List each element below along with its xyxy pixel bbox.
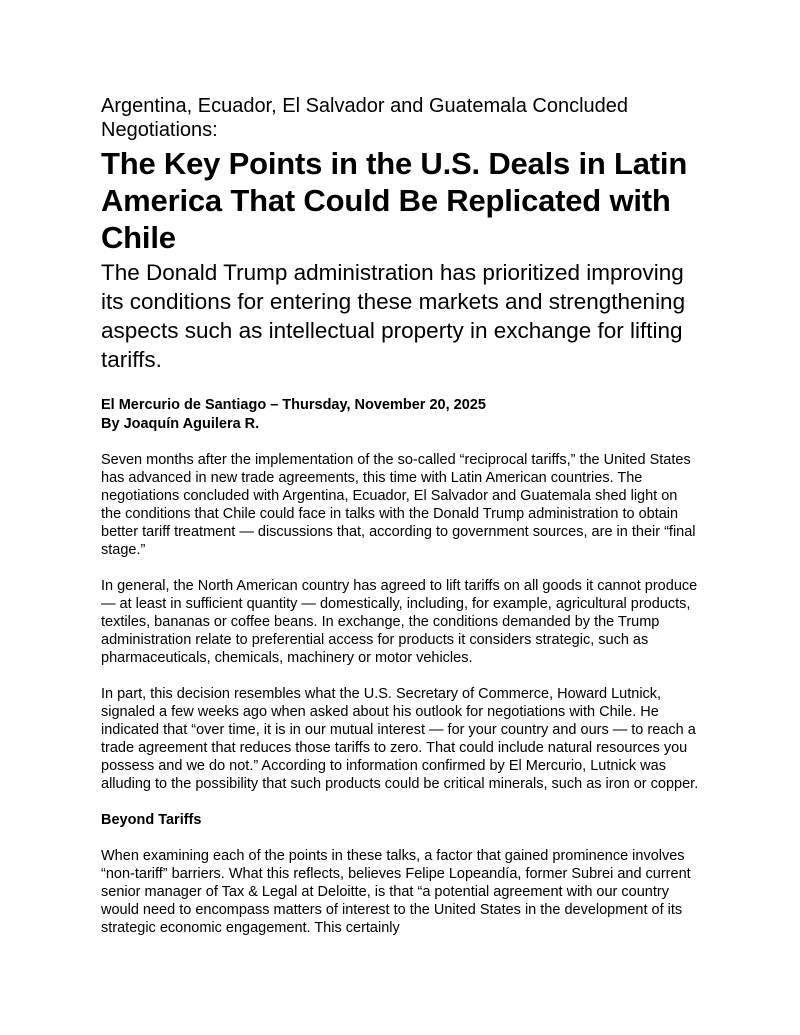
paragraph: When examining each of the points in these talks, a factor that gained prominence involves “non-tariff” barriers. What this reflects, believes Felipe Lopeandía, former Subrei and current senior manager of Tax & Legal at Deloitte, is that “a potential agreement with our country would need to encompass matters of interest to the United States in the development of its strategic economic engagement. This certainly [101,848,691,936]
kicker: Argentina, Ecuador, El Salvador and Guatemala Concluded Negotiations: [101,95,629,141]
author-line: By Joaquín Aguilera R. [101,415,260,432]
section-heading: Beyond Tariffs [101,812,202,828]
headline: The Key Points in the U.S. Deals in Latin America That Could Be Replicated with Chile [101,146,688,255]
article-body [101,451,701,937]
subheadline: The Donald Trump administration has prioritized improving its conditions for entering these markets and strengthening aspects such as intellectual property in exchange for lifting tariffs. [101,260,686,372]
document-page [101,94,701,937]
byline [101,396,701,433]
source-line: El Mercurio de Santiago – Thursday, November 20, 2025 [101,397,486,413]
paragraph: Seven months after the implementation of the so-called “reciprocal tariffs,” the United States has advanced in new trade agreements, this time with Latin American countries. The negotiations concluded with Argentina, Ecuador, El Salvador and Guatemala shed light on the conditions that Chile could face in talks with the Donald Trump administration to obtain better tariff treatment — discussions that, according to government sources, are in their “final stage.” [101,452,696,558]
paragraph: In general, the North American country has agreed to lift tariffs on all goods it cannot produce — at least in sufficient quantity — domestically, including, for example, agricultural products, textiles, bananas or coffee beans. In exchange, the conditions demanded by the Trump administration relate to preferential access for products it considers strategic, such as pharmaceuticals, chemicals, machinery or motor vehicles. [101,578,698,666]
paragraph: In part, this decision resembles what the U.S. Secretary of Commerce, Howard Lutnick, signaled a few weeks ago when asked about his outlook for negotiations with Chile. He indicated that “over time, it is in our mutual interest — for your country and ours — to reach a trade agreement that reduces those tariffs to zero. That could include natural resources you possess and we do not.” According to information confirmed by El Mercurio, Lutnick was alluding to the possibility that such products could be critical minerals, such as iron or copper. [101,686,699,792]
